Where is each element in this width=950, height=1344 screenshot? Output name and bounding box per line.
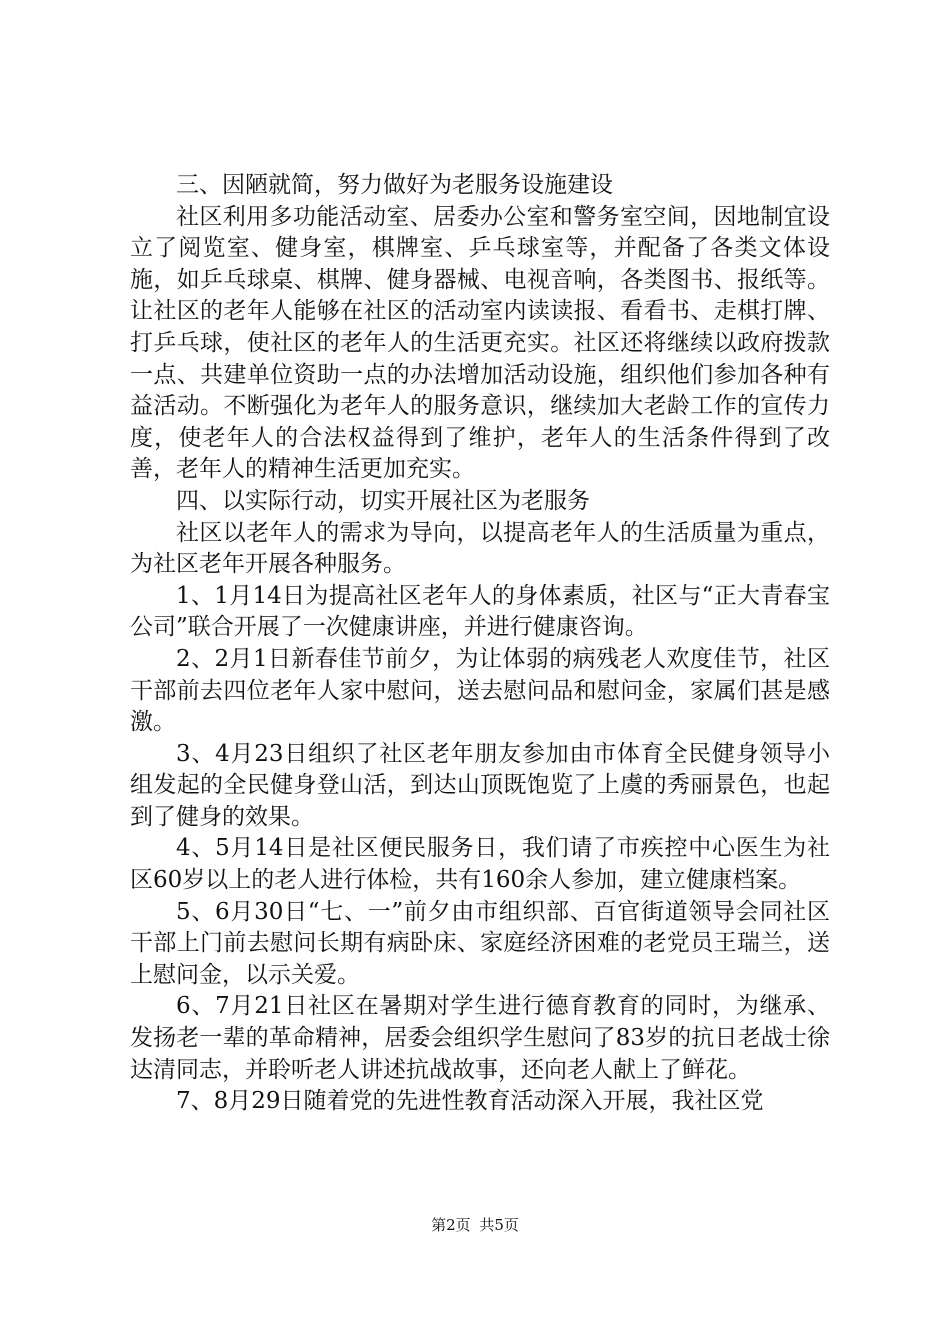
section-heading-4: 四、以实际行动，切实开展社区为老服务 xyxy=(176,487,590,514)
list-item-6: 6、7月21日社区在暑期对学生进行德育教育的同时，为继承、发扬老一辈的革命精神，居委会组织学生慰问了83岁的抗日老战士徐达清同志，并聆听老人讲述抗战故事，还向老人献上了鲜花。 xyxy=(130,993,830,1083)
page-footer xyxy=(0,1214,950,1235)
list-item-2: 2、2月1日新春佳节前夕，为让体弱的病残老人欢度佳节，社区干部前去四位老年人家中慰问，送去慰问品和慰问金，家属们甚是感激。 xyxy=(130,645,830,736)
list-item-3: 3、4月23日组织了社区老年朋友参加由市体育全民健身领导小组发起的全民健身登山活，到达山顶既饱览了上虞的秀丽景色，也起到了健身的效果。 xyxy=(130,740,830,830)
list-item-4: 4、5月14日是社区便民服务日，我们请了市疾控中心医生为社区60岁以上的老人进行体检，共有160余人参加，建立健康档案。 xyxy=(130,835,830,894)
list-item-7: 7、8月29日随着党的先进性教育活动深入开展，我社区党 xyxy=(176,1088,764,1115)
list-item-1: 1、1月14日为提高社区老年人的身体素质，社区与“正大青春宝公司”联合开展了一次健康讲座，并进行健康咨询。 xyxy=(130,582,830,641)
paragraph-intro-services: 社区以老年人的需求为导向，以提高老年人的生活质量为重点，为社区老年开展各种服务。 xyxy=(130,519,830,578)
section-heading-3: 三、因陋就简，努力做好为老服务设施建设 xyxy=(176,172,613,198)
paragraph-facilities: 社区利用多功能活动室、居委办公室和警务室空间，因地制宜设立了阅览室、健身室，棋牌室、乒乓球室等，并配备了各类文体设施，如乒乓球桌、棋牌、健身器械、电视音响，各类图书、报纸等。让社区的老年人能够在社区的活动室内读读报、看看书、走棋打牌、打乒乓球，使社区的老年人的生活更充实。社区还将继续以政府拨款一点、共建单位资助一点的办法增加活动设施，组织他们参加各种有益活动。不断强化为老年人的服务意识，继续加大老龄工作的宣传力度，使老年人的合法权益得到了维护，老年人的生活条件得到了改善，老年人的精神生活更加充实。 xyxy=(130,203,830,483)
list-item-5: 5、6月30日“七、一”前夕由市组织部、百官街道领导会同社区干部上门前去慰问长期有病卧床、家庭经济困难的老党员王瑞兰，送上慰问金，以示关爱。 xyxy=(130,898,830,988)
page-total: 共5页 xyxy=(479,1216,519,1234)
page-number: 第2页 xyxy=(431,1216,471,1234)
document-body xyxy=(130,170,830,1118)
